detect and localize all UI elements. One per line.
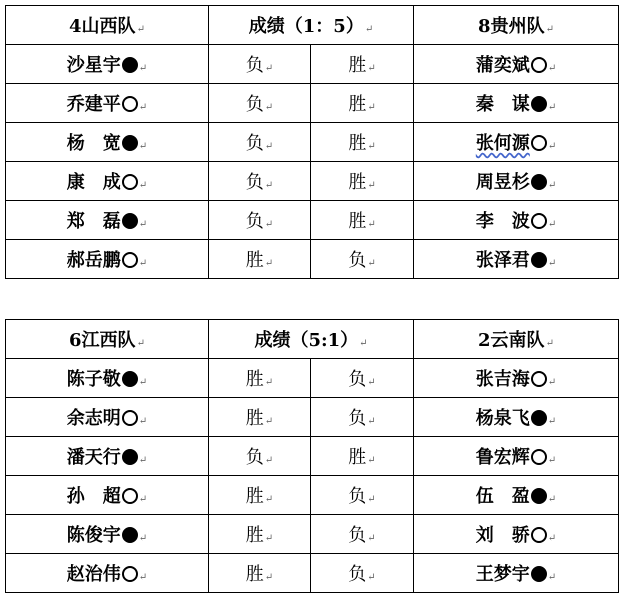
- right-result: 胜: [348, 211, 367, 232]
- right-player-cell: [414, 45, 619, 84]
- paragraph-mark-icon: ↵: [264, 416, 274, 427]
- paragraph-mark-icon: ↵: [547, 572, 557, 583]
- right-player-name: 鲁宏辉: [475, 447, 530, 468]
- right-player-cell: [414, 84, 619, 123]
- right-team-name: 8贵州队: [478, 16, 545, 37]
- right-player-name: 张泽君: [475, 250, 530, 271]
- left-player-cell: [6, 398, 209, 437]
- right-result: 负: [348, 525, 367, 546]
- board-row: [6, 123, 619, 162]
- left-result: 胜: [245, 486, 264, 507]
- match-score: 成绩（5:1）: [254, 330, 359, 351]
- left-result: 胜: [245, 408, 264, 429]
- right-player-cell: [414, 476, 619, 515]
- right-result: 负: [348, 408, 367, 429]
- left-player-cell: [6, 162, 209, 201]
- left-result: 胜: [245, 369, 264, 390]
- match-score: 成绩（1：5）: [248, 16, 364, 37]
- paragraph-mark-icon: ↵: [138, 102, 148, 113]
- right-player-name: 李 波: [475, 211, 530, 232]
- left-player-cell: [6, 84, 209, 123]
- board-row: [6, 437, 619, 476]
- table-header-row: [6, 320, 619, 359]
- black-stone-icon: [531, 566, 547, 582]
- left-result-cell: [209, 201, 311, 240]
- right-player-name: 王梦宇: [475, 564, 530, 585]
- left-result-cell: [209, 515, 311, 554]
- paragraph-mark-icon: ↵: [547, 219, 557, 230]
- right-team-cell: [414, 320, 619, 359]
- score-cell: [209, 6, 414, 45]
- right-result-cell: [311, 45, 414, 84]
- board-row: [6, 45, 619, 84]
- right-result-cell: [311, 201, 414, 240]
- left-result-cell: [209, 359, 311, 398]
- paragraph-mark-icon: ↵: [545, 338, 554, 349]
- left-team-name: 4山西队: [69, 16, 136, 37]
- white-stone-icon: [122, 566, 138, 582]
- paragraph-mark-icon: ↵: [545, 24, 554, 35]
- paragraph-mark-icon: ↵: [264, 377, 274, 388]
- paragraph-mark-icon: ↵: [264, 494, 274, 505]
- left-result: 胜: [245, 525, 264, 546]
- paragraph-mark-icon: ↵: [264, 63, 274, 74]
- paragraph-mark-icon: ↵: [138, 63, 148, 74]
- left-player-cell: [6, 240, 209, 279]
- right-result: 负: [348, 250, 367, 271]
- left-result: 负: [245, 172, 264, 193]
- left-player-name: 康 成: [66, 172, 121, 193]
- right-result-cell: [311, 162, 414, 201]
- white-stone-icon: [531, 449, 547, 465]
- white-stone-icon: [122, 252, 138, 268]
- right-player-name: 伍 盈: [475, 486, 530, 507]
- left-result-cell: [209, 84, 311, 123]
- left-player-cell: [6, 437, 209, 476]
- match-table-2: [5, 319, 619, 593]
- right-result: 胜: [348, 447, 367, 468]
- right-result-cell: [311, 515, 414, 554]
- table-header-row: [6, 6, 619, 45]
- black-stone-icon: [122, 213, 138, 229]
- right-player-cell: [414, 515, 619, 554]
- right-player-cell: [414, 554, 619, 593]
- paragraph-mark-icon: ↵: [367, 533, 376, 544]
- paragraph-mark-icon: ↵: [138, 377, 148, 388]
- white-stone-icon: [531, 57, 547, 73]
- black-stone-icon: [531, 96, 547, 112]
- right-result: 胜: [348, 94, 367, 115]
- right-result-cell: [311, 359, 414, 398]
- paragraph-mark-icon: ↵: [264, 533, 274, 544]
- left-team-cell: [6, 6, 209, 45]
- left-player-cell: [6, 476, 209, 515]
- paragraph-mark-icon: ↵: [547, 258, 557, 269]
- paragraph-mark-icon: ↵: [138, 141, 148, 152]
- left-player-cell: [6, 359, 209, 398]
- left-result-cell: [209, 45, 311, 84]
- board-row: [6, 359, 619, 398]
- paragraph-mark-icon: ↵: [138, 219, 148, 230]
- right-team-cell: [414, 6, 619, 45]
- white-stone-icon: [122, 96, 138, 112]
- right-player-name: 周昱杉: [475, 172, 530, 193]
- left-team-cell: [6, 320, 209, 359]
- paragraph-mark-icon: ↵: [138, 416, 148, 427]
- right-player-name: 杨泉飞: [475, 408, 530, 429]
- left-player-name: 乔建平: [66, 94, 121, 115]
- black-stone-icon: [122, 449, 138, 465]
- left-result: 负: [245, 94, 264, 115]
- right-result-cell: [311, 554, 414, 593]
- left-player-name: 陈子敬: [66, 369, 121, 390]
- white-stone-icon: [122, 174, 138, 190]
- paragraph-mark-icon: ↵: [547, 63, 557, 74]
- black-stone-icon: [122, 527, 138, 543]
- paragraph-mark-icon: ↵: [138, 533, 148, 544]
- right-result: 负: [348, 369, 367, 390]
- left-player-cell: [6, 123, 209, 162]
- paragraph-mark-icon: ↵: [138, 258, 148, 269]
- paragraph-mark-icon: ↵: [547, 102, 557, 113]
- paragraph-mark-icon: ↵: [138, 180, 148, 191]
- left-result-cell: [209, 437, 311, 476]
- paragraph-mark-icon: ↵: [547, 377, 557, 388]
- right-team-name: 2云南队: [478, 330, 545, 351]
- paragraph-mark-icon: ↵: [138, 494, 148, 505]
- left-player-name: 赵治伟: [66, 564, 121, 585]
- paragraph-mark-icon: ↵: [367, 455, 376, 466]
- match-table-1: [5, 5, 619, 279]
- paragraph-mark-icon: ↵: [547, 455, 557, 466]
- right-player-name: 蒲奕斌: [475, 55, 530, 76]
- right-result: 胜: [348, 55, 367, 76]
- paragraph-mark-icon: ↵: [138, 572, 148, 583]
- black-stone-icon: [531, 174, 547, 190]
- white-stone-icon: [122, 488, 138, 504]
- paragraph-mark-icon: ↵: [367, 102, 376, 113]
- score-cell: [209, 320, 414, 359]
- left-player-cell: [6, 45, 209, 84]
- black-stone-icon: [122, 371, 138, 387]
- board-row: [6, 84, 619, 123]
- right-result-cell: [311, 123, 414, 162]
- paragraph-mark-icon: ↵: [367, 494, 376, 505]
- left-result-cell: [209, 162, 311, 201]
- right-player-name: 张吉海: [475, 369, 530, 390]
- board-row: [6, 201, 619, 240]
- right-player-name: 张何源: [475, 133, 530, 154]
- paragraph-mark-icon: ↵: [367, 219, 376, 230]
- white-stone-icon: [531, 527, 547, 543]
- right-player-cell: [414, 162, 619, 201]
- white-stone-icon: [531, 135, 547, 151]
- right-player-cell: [414, 359, 619, 398]
- paragraph-mark-icon: ↵: [264, 141, 274, 152]
- paragraph-mark-icon: ↵: [547, 533, 557, 544]
- board-row: [6, 162, 619, 201]
- left-player-cell: [6, 201, 209, 240]
- left-result-cell: [209, 123, 311, 162]
- left-player-cell: [6, 554, 209, 593]
- right-player-cell: [414, 240, 619, 279]
- paragraph-mark-icon: ↵: [367, 258, 376, 269]
- right-player-cell: [414, 398, 619, 437]
- paragraph-mark-icon: ↵: [367, 572, 376, 583]
- paragraph-mark-icon: ↵: [364, 24, 374, 35]
- left-result: 负: [245, 133, 264, 154]
- left-player-name: 沙星宇: [66, 55, 121, 76]
- board-row: [6, 554, 619, 593]
- left-result: 负: [245, 447, 264, 468]
- right-result-cell: [311, 240, 414, 279]
- left-result: 胜: [245, 250, 264, 271]
- white-stone-icon: [531, 213, 547, 229]
- paragraph-mark-icon: ↵: [264, 180, 274, 191]
- left-player-name: 潘天行: [66, 447, 121, 468]
- left-player-name: 孙 超: [66, 486, 121, 507]
- right-result: 负: [348, 564, 367, 585]
- board-row: [6, 515, 619, 554]
- paragraph-mark-icon: ↵: [367, 63, 376, 74]
- right-result: 胜: [348, 172, 367, 193]
- left-result: 负: [245, 211, 264, 232]
- black-stone-icon: [531, 488, 547, 504]
- paragraph-mark-icon: ↵: [547, 180, 557, 191]
- right-result-cell: [311, 476, 414, 515]
- paragraph-mark-icon: ↵: [367, 180, 376, 191]
- black-stone-icon: [531, 252, 547, 268]
- paragraph-mark-icon: ↵: [547, 494, 557, 505]
- right-player-cell: [414, 201, 619, 240]
- paragraph-mark-icon: ↵: [367, 377, 376, 388]
- left-result: 负: [245, 55, 264, 76]
- left-player-name: 杨 宽: [66, 133, 121, 154]
- left-player-name: 陈俊宇: [66, 525, 121, 546]
- black-stone-icon: [122, 57, 138, 73]
- paragraph-mark-icon: ↵: [136, 338, 145, 349]
- paragraph-mark-icon: ↵: [264, 258, 274, 269]
- left-player-name: 郑 磊: [66, 211, 121, 232]
- board-row: [6, 398, 619, 437]
- paragraph-mark-icon: ↵: [264, 455, 274, 466]
- paragraph-mark-icon: ↵: [264, 572, 274, 583]
- right-player-cell: [414, 437, 619, 476]
- right-player-name: 秦 谋: [475, 94, 530, 115]
- left-result-cell: [209, 476, 311, 515]
- left-result-cell: [209, 240, 311, 279]
- left-player-name: 余志明: [66, 408, 121, 429]
- paragraph-mark-icon: ↵: [547, 141, 557, 152]
- right-result: 胜: [348, 133, 367, 154]
- paragraph-mark-icon: ↵: [136, 24, 145, 35]
- right-result-cell: [311, 84, 414, 123]
- right-result: 负: [348, 486, 367, 507]
- white-stone-icon: [531, 371, 547, 387]
- paragraph-mark-icon: ↵: [367, 141, 376, 152]
- left-player-cell: [6, 515, 209, 554]
- board-row: [6, 476, 619, 515]
- white-stone-icon: [122, 410, 138, 426]
- black-stone-icon: [122, 135, 138, 151]
- paragraph-mark-icon: ↵: [547, 416, 557, 427]
- paragraph-mark-icon: ↵: [359, 338, 368, 349]
- left-result-cell: [209, 398, 311, 437]
- paragraph-mark-icon: ↵: [138, 455, 148, 466]
- black-stone-icon: [531, 410, 547, 426]
- left-result-cell: [209, 554, 311, 593]
- paragraph-mark-icon: ↵: [264, 102, 274, 113]
- left-result: 胜: [245, 564, 264, 585]
- paragraph-mark-icon: ↵: [264, 219, 274, 230]
- right-player-name: 刘 骄: [475, 525, 530, 546]
- right-result-cell: [311, 437, 414, 476]
- left-team-name: 6江西队: [69, 330, 136, 351]
- paragraph-mark-icon: ↵: [367, 416, 376, 427]
- right-player-cell: [414, 123, 619, 162]
- board-row: [6, 240, 619, 279]
- left-player-name: 郝岳鹏: [66, 250, 121, 271]
- right-result-cell: [311, 398, 414, 437]
